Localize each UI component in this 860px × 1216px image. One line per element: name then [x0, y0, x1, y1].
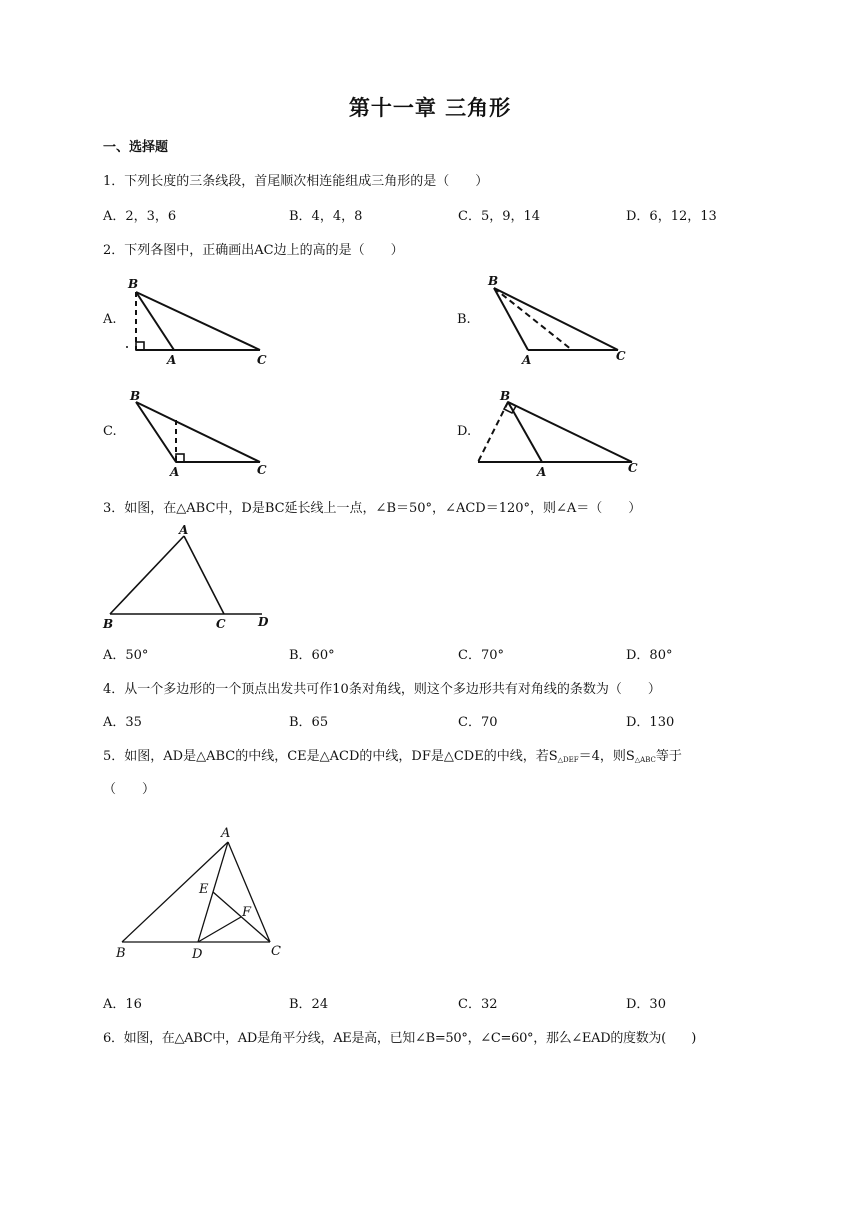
- q2d-label-a: A: [537, 465, 547, 479]
- q2-option-d-label[interactable]: D.: [457, 424, 472, 439]
- q1-option-a[interactable]: A．2，3，6: [103, 209, 177, 224]
- q5-option-c[interactable]: C．32: [458, 997, 498, 1012]
- q2a-label-c: C: [257, 353, 267, 367]
- q5-stem-part-1: 5．如图，AD是△ABC的中线，CE是△ACD的中线，DF是△CDE的中线，若S: [103, 749, 558, 764]
- q3-label-d: D: [258, 615, 269, 629]
- q3-option-d[interactable]: D．80°: [626, 648, 673, 663]
- q4-option-c[interactable]: C．70: [458, 715, 498, 730]
- question-4-stem: 4．从一个多边形的一个顶点出发共可作10条对角线，则这个多边形共有对角线的条数为（ ）: [103, 682, 661, 697]
- q2-figure-b: [478, 272, 638, 368]
- q4-option-b[interactable]: B．65: [289, 715, 329, 730]
- q5-label-d: D: [192, 947, 203, 962]
- q1-option-d[interactable]: D．6，12，13: [626, 209, 717, 224]
- q2c-label-c: C: [257, 463, 267, 477]
- question-5-stem-line-2: （ ）: [103, 782, 156, 797]
- q2d-label-b: B: [500, 389, 511, 403]
- q3-label-b: B: [103, 617, 114, 631]
- q5-option-d[interactable]: D．30: [626, 997, 666, 1012]
- q2a-label-a: A: [167, 353, 177, 367]
- q2b-label-a: A: [522, 353, 532, 367]
- q2a-label-b: B: [128, 277, 139, 291]
- q5-subscript-def: △DEF: [557, 756, 579, 764]
- question-5-stem: [103, 745, 682, 764]
- q2c-label-b: B: [130, 389, 141, 403]
- q3-option-a[interactable]: A．50°: [103, 648, 149, 663]
- q1-option-c[interactable]: C．5，9，14: [458, 209, 541, 224]
- q5-label-b: B: [116, 946, 126, 961]
- question-3-stem: 3．如图，在△ABC中，D是BC延长线上一点，∠B＝50°，∠ACD＝120°，则∠A＝（ ）: [103, 501, 642, 516]
- q3-label-c: C: [216, 617, 226, 631]
- q2-option-b-label[interactable]: B.: [457, 312, 471, 327]
- q5-label-a: A: [221, 826, 231, 841]
- q2c-label-a: A: [170, 465, 180, 479]
- q3-figure: [100, 520, 280, 632]
- q2-figure-c: [120, 386, 280, 482]
- question-2-stem: 2．下列各图中，正确画出AC边上的高的是（ ）: [103, 243, 404, 258]
- q2-option-a-label[interactable]: A.: [103, 312, 117, 327]
- q5-option-b[interactable]: B．24: [289, 997, 329, 1012]
- q3-option-c[interactable]: C．70°: [458, 648, 504, 663]
- q5-label-f: F: [242, 905, 252, 920]
- q4-option-d[interactable]: D．130: [626, 715, 675, 730]
- q5-figure: [110, 822, 290, 962]
- q1-option-b[interactable]: B．4，4，8: [289, 209, 363, 224]
- q5-stem-part-2: ＝4，则S: [578, 749, 635, 764]
- q2-figure-a: [120, 272, 280, 368]
- q5-label-e: E: [199, 882, 209, 897]
- q2-option-c-label[interactable]: C.: [103, 424, 117, 439]
- question-1-stem: 1．下列长度的三条线段，首尾顺次相连能组成三角形的是（ ）: [103, 174, 489, 189]
- section-heading: 一、选择题: [103, 140, 169, 155]
- page-title: 第十一章 三角形: [348, 96, 512, 120]
- q2b-label-b: B: [488, 274, 499, 288]
- question-6-stem: 6．如图，在△ABC中，AD是角平分线，AE是高，已知∠B=50°，∠C=60°，那么∠EAD的度数为( ): [103, 1031, 697, 1046]
- q3-label-a: A: [179, 523, 189, 537]
- q5-subscript-abc: △ABC: [634, 756, 656, 764]
- q5-stem-part-3: 等于: [655, 749, 682, 764]
- q5-option-a[interactable]: A．16: [103, 997, 142, 1012]
- q3-option-b[interactable]: B．60°: [289, 648, 335, 663]
- q2-figure-d: [472, 386, 642, 482]
- q5-label-c: C: [271, 944, 281, 959]
- q4-option-a[interactable]: A．35: [103, 715, 142, 730]
- q2b-label-c: C: [616, 349, 626, 363]
- q2d-label-c: C: [628, 461, 638, 475]
